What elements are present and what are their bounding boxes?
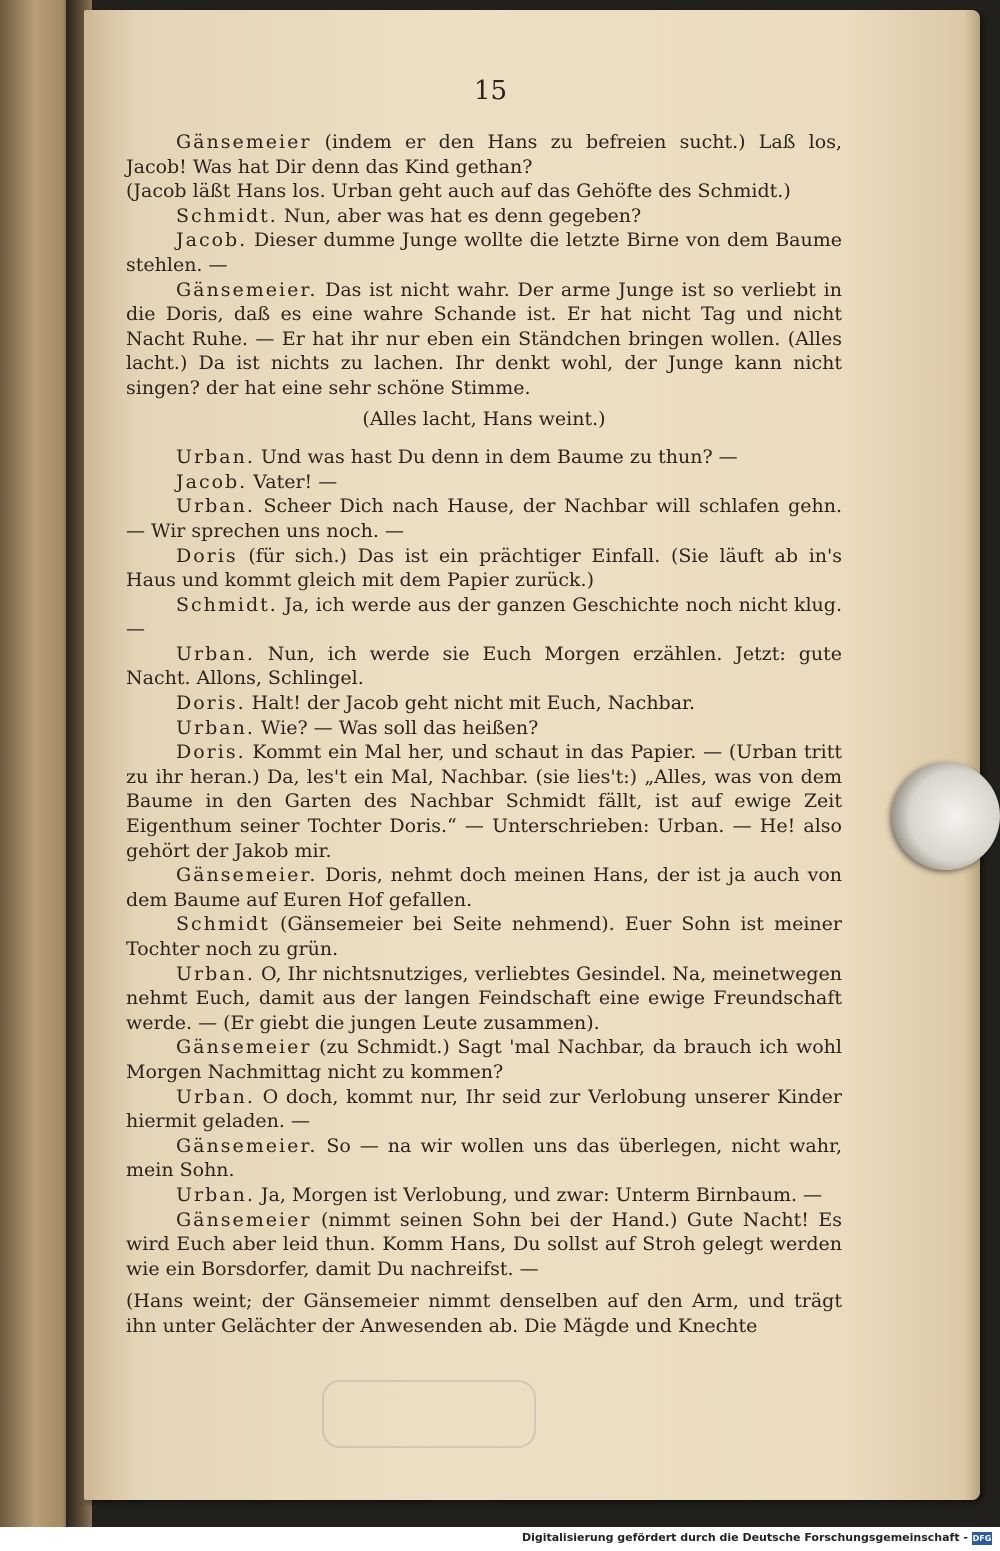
- dialogue-line: [126, 1208, 842, 1282]
- dialogue-line: [126, 1085, 842, 1134]
- speaker-name: Urban.: [176, 495, 255, 518]
- dialogue-line: [126, 912, 842, 961]
- page-holder-clip: [892, 762, 1000, 870]
- speaker-name: Urban.: [176, 1085, 255, 1108]
- speaker-name: Gänsemeier: [176, 131, 312, 153]
- dialogue-line: [126, 228, 842, 277]
- speaker-name: Gänsemeier: [176, 1208, 312, 1231]
- speech-text: O doch, kommt nur, Ihr seid zur Verlobung unserer Kinder hiermit geladen. —: [126, 1085, 842, 1133]
- dialogue-line: [126, 1035, 842, 1084]
- speaker-name: Gänsemeier: [176, 1036, 312, 1059]
- dialogue-line: [126, 130, 842, 179]
- speaker-name: Schmidt: [176, 913, 270, 936]
- speaker-name: Schmidt.: [176, 593, 278, 616]
- speech-text: Dieser dumme Junge wollte die letzte Birne von dem Baume stehlen. —: [126, 229, 843, 276]
- stage-direction: (Jacob läßt Hans los. Urban geht auch auf das Gehöfte des Schmidt.): [126, 180, 791, 203]
- dialogue-line: [126, 204, 842, 229]
- speaker-name: Schmidt.: [176, 204, 278, 227]
- faded-library-stamp: [322, 1380, 536, 1448]
- speech-text: Halt! der Jacob geht nicht mit Euch, Nachbar.: [251, 692, 696, 715]
- speaker-name: Gänsemeier.: [176, 1134, 318, 1157]
- dialogue-line: [126, 740, 842, 863]
- dfg-logo: DFG: [972, 1534, 992, 1543]
- dialogue-line: [126, 593, 842, 642]
- speech-text: Das ist nicht wahr. Der arme Junge ist so verliebt in die Doris, daß es eine wahre Schande ist. Er hat nicht Tag und nicht Nacht Ruhe. — Er hat ihr nur eben ein Ständchen bringen wollen. (Alles lacht.) Da ist nichts zu lachen. Ihr denkt wohl, der Junge kann nicht singen? der hat eine sehr schöne Stimme.: [126, 278, 842, 399]
- speech-text: (indem er den Hans zu befreien sucht.) Laß los, Jacob! Was hat Dir denn das Kind gethan?: [126, 131, 842, 178]
- speaker-name: Urban.: [176, 716, 255, 739]
- speech-text: Kommt ein Mal her, und schaut in das Papier. — (Urban tritt zu ihr heran.) Da, les't ein Mal, Nachbar. (sie lies't:) „Alles, was von dem Baume in den Garten des Nachbar Schmidt fällt, ist auf ewige Zeit Eigenthum seiner Tochter Doris.“ — Unterschrieben: Urban. — He! also gehört der Jakob mir.: [126, 741, 842, 862]
- page-number: 15: [474, 76, 508, 106]
- dialogue-line: [126, 962, 842, 1036]
- dialogue-line: [126, 1134, 842, 1183]
- speaker-name: Urban.: [176, 642, 255, 665]
- speech-text: Scheer Dich nach Hause, der Nachbar will schlafen gehn. — Wir sprechen uns noch. —: [126, 495, 842, 542]
- footer-credit: Digitalisierung gefördert durch die Deutsche Forschungsgemeinschaft -: [521, 1531, 968, 1544]
- play-text: [126, 130, 842, 1339]
- speech-text: So — na wir wollen uns das überlegen, nicht wahr, mein Sohn.: [126, 1134, 842, 1182]
- stage-direction: (Hans weint; der Gänsemeier nimmt denselben auf den Arm, und trägt ihn unter Gelächter der Anwesenden ab. Die Mägde und Knechte: [126, 1290, 842, 1337]
- dialogue-line: [126, 863, 842, 912]
- speech-text: Ja, Morgen ist Verlobung, und zwar: Unterm Birnbaum. —: [260, 1183, 823, 1206]
- speech-text: Und was hast Du denn in dem Baume zu thun? —: [260, 446, 738, 469]
- speaker-name: Urban.: [176, 1183, 255, 1206]
- speech-text: Ja, ich werde aus der ganzen Geschichte noch nicht klug. —: [126, 593, 842, 641]
- speaker-name: Gänsemeier.: [176, 864, 318, 887]
- speech-text: Nun, ich werde sie Euch Morgen erzählen. Jetzt: gute Nacht. Allons, Schlingel.: [126, 642, 843, 690]
- footer-bar: [0, 1527, 1000, 1551]
- speaker-name: Doris: [176, 544, 238, 567]
- dialogue-line: [126, 544, 842, 593]
- dialogue-line: [126, 716, 842, 741]
- dialogue-line: [126, 278, 842, 401]
- speech-text: Nun, aber was hat es denn gegeben?: [283, 204, 642, 227]
- speech-text: (zu Schmidt.) Sagt 'mal Nachbar, da brauch ich wohl Morgen Nachmittag nicht zu kommen?: [126, 1036, 842, 1083]
- speech-text: (Gänsemeier bei Seite nehmend). Euer Sohn ist meiner Tochter noch zu grün.: [126, 913, 842, 960]
- speaker-name: Jacob.: [176, 470, 248, 493]
- speaker-name: Jacob.: [176, 229, 248, 252]
- speech-text: Vater! —: [253, 470, 338, 493]
- speaker-name: Gänsemeier.: [176, 278, 318, 301]
- speaker-name: Urban.: [176, 446, 255, 469]
- speech-text: (nimmt seinen Sohn bei der Hand.) Gute Nacht! Es wird Euch aber leid thun. Komm Hans, Du sollst auf Stroh gelegt werden wie ein Borsdorfer, damit Du nachreifst. —: [126, 1208, 842, 1280]
- dialogue-line: [126, 445, 842, 470]
- speech-text: Wie? — Was soll das heißen?: [260, 716, 539, 739]
- dialogue-line: [126, 691, 842, 716]
- speaker-name: Doris.: [176, 741, 246, 764]
- speech-text: (für sich.) Das ist ein prächtiger Einfall. (Sie läuft ab in's Haus und kommt gleich mit dem Papier zurück.): [126, 544, 843, 592]
- stage-direction-centered: (Alles lacht, Hans weint.): [362, 407, 606, 430]
- speech-text: Doris, nehmt doch meinen Hans, der ist ja auch von dem Baume auf Euren Hof gefallen.: [126, 864, 843, 911]
- page-edge-shadow: [964, 10, 980, 1500]
- dialogue-line: [126, 470, 842, 495]
- dialogue-line: [126, 642, 842, 691]
- speaker-name: Doris.: [176, 692, 246, 715]
- speech-text: O, Ihr nichtsnutziges, verliebtes Gesindel. Na, meinetwegen nehmt Euch, damit aus der langen Feindschaft eine ewige Freundschaft werde. — (Er giebt die jungen Leute zusammen).: [126, 962, 842, 1034]
- speaker-name: Urban.: [176, 962, 255, 985]
- dialogue-line: [126, 494, 842, 543]
- dialogue-line: [126, 1183, 842, 1208]
